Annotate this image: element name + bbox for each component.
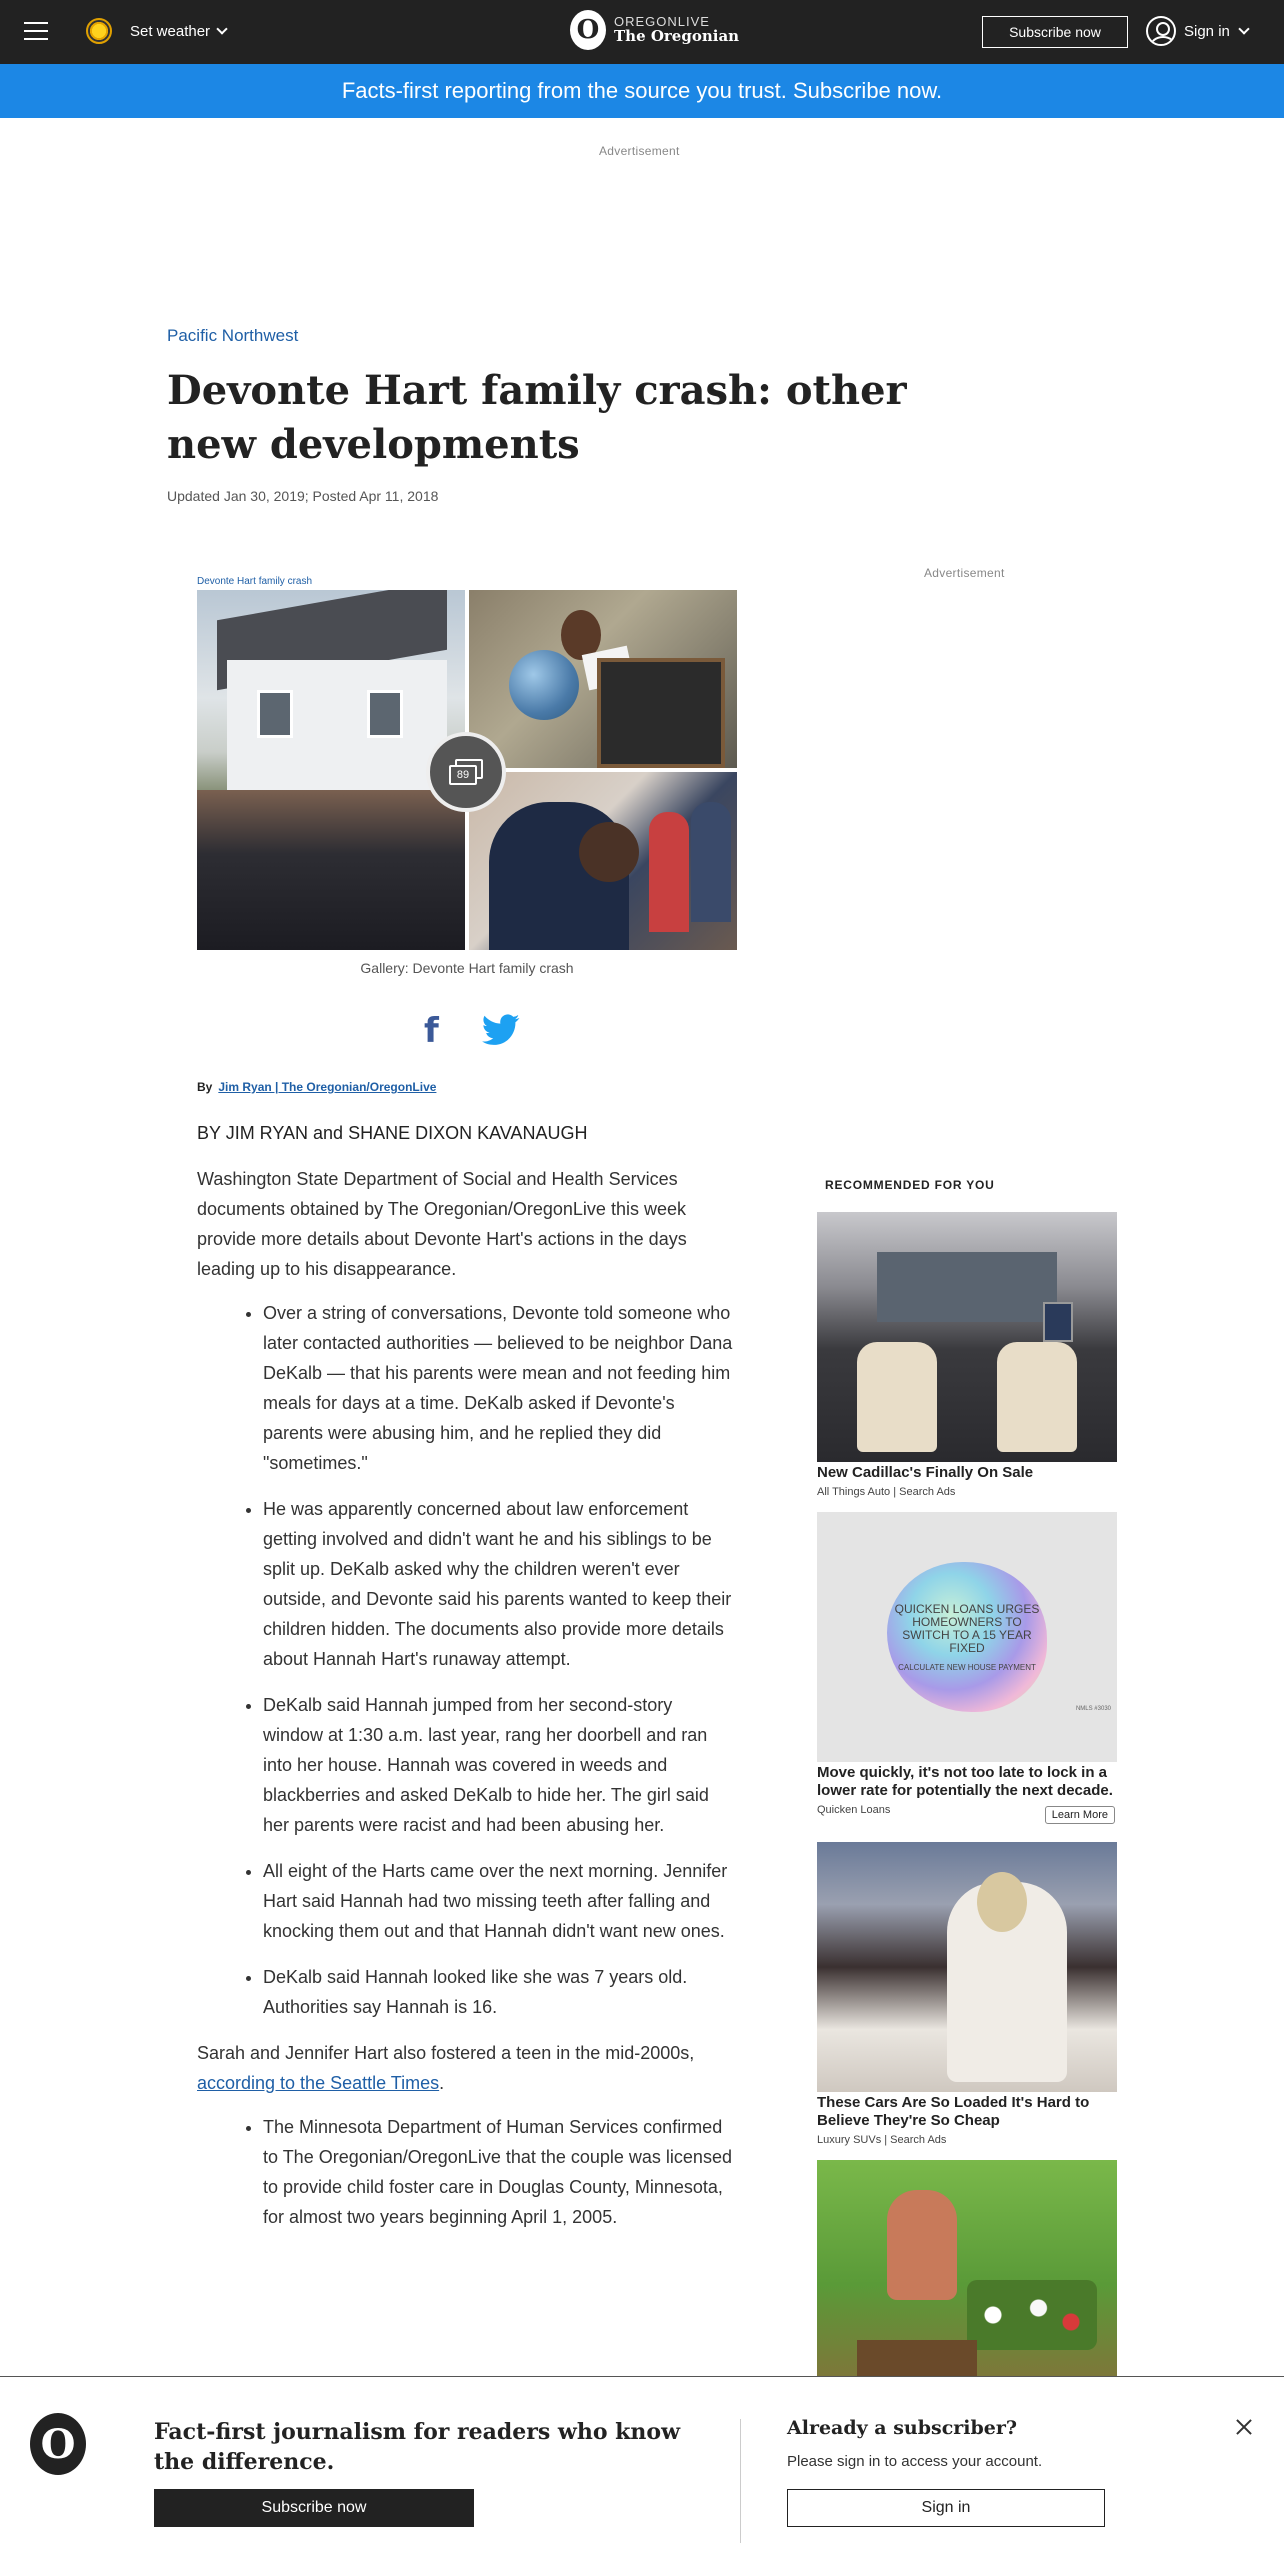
gallery-label[interactable]: Devonte Hart family crash — [197, 576, 313, 587]
gallery-caption: Gallery: Devonte Hart family crash — [360, 960, 574, 976]
menu-icon[interactable] — [24, 22, 48, 40]
recommended-card-game[interactable] — [817, 2160, 1117, 2410]
recommended-image — [817, 1512, 1117, 1762]
article-bullet: • Over a string of conversations, Devonte told someone who later contacted authorities — believed to be neighbor Dana DeKalb — that his parents were mean and not feeding him meals for days at a time. DeKalb asked if Devonte's parents were abusing him, and he replied they did "sometimes." — [263, 1298, 737, 1478]
article-bullet: • DeKalb said Hannah jumped from her second-story window at 1:30 a.m. last year, rang her doorbell and ran into her house. Hannah was covered in weeds and blackberries and asked DeKalb to hide her. The girl said her parents were racist and had been abusing her. — [263, 1690, 737, 1840]
recommended-card-cadillac[interactable] — [817, 1212, 1117, 1498]
recommended-source: Luxury SUVs | Search Ads — [817, 2134, 947, 2146]
recommended-source: All Things Auto | Search Ads — [817, 1486, 956, 1498]
paywall-headline: Fact-first journalism for readers who know the difference. — [154, 2419, 681, 2475]
article-bullet-list — [263, 1298, 737, 2022]
rail-advertisement-label: Advertisement — [924, 566, 1005, 580]
facebook-share-icon[interactable]: f — [424, 1011, 439, 1051]
paragraph-text: Sarah and Jennifer Hart also fostered a teen in the mid-2000s, — [197, 2043, 695, 2063]
paywall-sign-in-prompt: Please sign in to access your account. — [787, 2453, 1043, 2470]
chevron-down-icon — [1238, 23, 1249, 34]
site-logo[interactable] — [570, 10, 739, 50]
recommended-headline: These Cars Are So Loaded It's Hard to Believe They're So Cheap — [817, 2094, 1090, 2129]
gallery-count-badge[interactable] — [426, 732, 506, 812]
weather-widget[interactable] — [86, 18, 226, 44]
article-bullet-list — [263, 2112, 737, 2232]
ad-text: QUICKEN LOANS URGES HOMEOWNERS TO SWITCH TO A 15 YEAR FIXED — [894, 1601, 1040, 1655]
user-icon — [1146, 16, 1176, 46]
recommended-headline: New Cadillac's Finally On Sale — [817, 1464, 1034, 1481]
author-link[interactable]: Jim Ryan | The Oregonian/OregonLive — [218, 1080, 437, 1094]
subscription-paywall — [0, 2376, 1284, 2568]
recommended-source: Quicken Loans — [817, 1804, 891, 1816]
brand-bottom-text: The Oregonian — [614, 26, 740, 45]
recommended-image — [817, 1212, 1117, 1462]
top-nav — [0, 0, 1284, 64]
advertisement-label: Advertisement — [599, 144, 680, 158]
gallery-stack-icon — [449, 759, 483, 785]
chevron-down-icon — [216, 23, 227, 34]
recommended-image — [817, 1842, 1117, 2092]
article-bullet: • All eight of the Harts came over the next morning. Jennifer Hart said Hannah had two missing teeth after falling and knocking them out and that Hannah didn't want new ones. — [263, 1856, 737, 1946]
sign-in-button[interactable] — [1146, 16, 1248, 46]
article-body — [197, 1118, 737, 2248]
sign-in-label: Sign in — [1184, 22, 1230, 40]
gallery-count: 89 — [449, 765, 477, 785]
article-bullet: • The Minnesota Department of Human Services confirmed to The Oregonian/OregonLive that the couple was licensed to provide child foster care in Douglas County, Minnesota, for almost two years beginning April 1, 2005. — [263, 2112, 737, 2232]
article-bullet: • DeKalb said Hannah looked like she was 7 years old. Authorities say Hannah is 16. — [263, 1962, 737, 2022]
photo-gallery[interactable] — [197, 590, 737, 950]
paywall-already-subscriber: Already a subscriber? — [787, 2417, 1018, 2439]
recommended-headline: Move quickly, it's not too late to lock in a lower rate for potentially the next decade. — [817, 1764, 1113, 1799]
section-link[interactable]: Pacific Northwest — [167, 326, 299, 345]
subscribe-button[interactable]: Subscribe now — [982, 16, 1128, 48]
byline — [197, 1080, 436, 1094]
gallery-photo-birthday — [469, 590, 737, 768]
weather-label: Set weather — [130, 22, 211, 40]
gallery-photo-hug — [469, 772, 737, 950]
paywall-divider — [740, 2419, 741, 2543]
close-icon[interactable] — [1234, 2417, 1254, 2437]
subscribe-banner[interactable]: Facts-first reporting from the source you trust. Subscribe now. — [0, 64, 1284, 118]
article-authors: BY JIM RYAN and SHANE DIXON KAVANAUGH — [197, 1123, 588, 1143]
paragraph-end: . — [439, 2073, 445, 2093]
paywall-subscribe-button[interactable]: Subscribe now — [154, 2489, 474, 2527]
recommended-card-luxury[interactable] — [817, 1842, 1117, 2146]
recommended-image — [817, 2160, 1117, 2410]
article-headline: Devonte Hart family crash: other new developments — [167, 367, 907, 468]
byline-by: By — [197, 1080, 213, 1094]
article-paragraph — [197, 2038, 737, 2098]
sun-icon — [86, 18, 112, 44]
oregonian-logo-icon: O — [30, 2413, 86, 2475]
learn-more-button[interactable]: Learn More — [1045, 1806, 1115, 1824]
gallery-photo-family — [197, 590, 465, 950]
article-paragraph: Washington State Department of Social and Health Services documents obtained by The Oregonian/OregonLive this week provide more details about Devonte Hart's actions in the days leading up to his disappearance. — [197, 1169, 687, 1279]
recommended-card-quicken[interactable] — [817, 1512, 1117, 1824]
ad-small-text: CALCULATE NEW HOUSE PAYMENT — [898, 1662, 1036, 1672]
ad-disclaimer: NMLS #3030 — [1075, 1706, 1111, 1712]
twitter-share-icon[interactable] — [482, 1014, 520, 1046]
recommended-title: RECOMMENDED FOR YOU — [825, 1178, 995, 1192]
oregonian-logo-icon: O — [570, 10, 606, 50]
seattle-times-link[interactable]: according to the Seattle Times — [197, 2073, 440, 2093]
article-bullet: • He was apparently concerned about law enforcement getting involved and didn't want he and his siblings to be split up. DeKalb asked why the children weren't ever outside, and Devonte said his parents wanted to keep their children hidden. The documents also provide more details about Hannah Hart's runaway attempt. — [263, 1494, 737, 1674]
brand-top-text: OREGONLIVE — [614, 14, 710, 30]
paywall-sign-in-button[interactable]: Sign in — [787, 2489, 1105, 2527]
article-dateline: Updated Jan 30, 2019; Posted Apr 11, 2018 — [167, 488, 439, 504]
